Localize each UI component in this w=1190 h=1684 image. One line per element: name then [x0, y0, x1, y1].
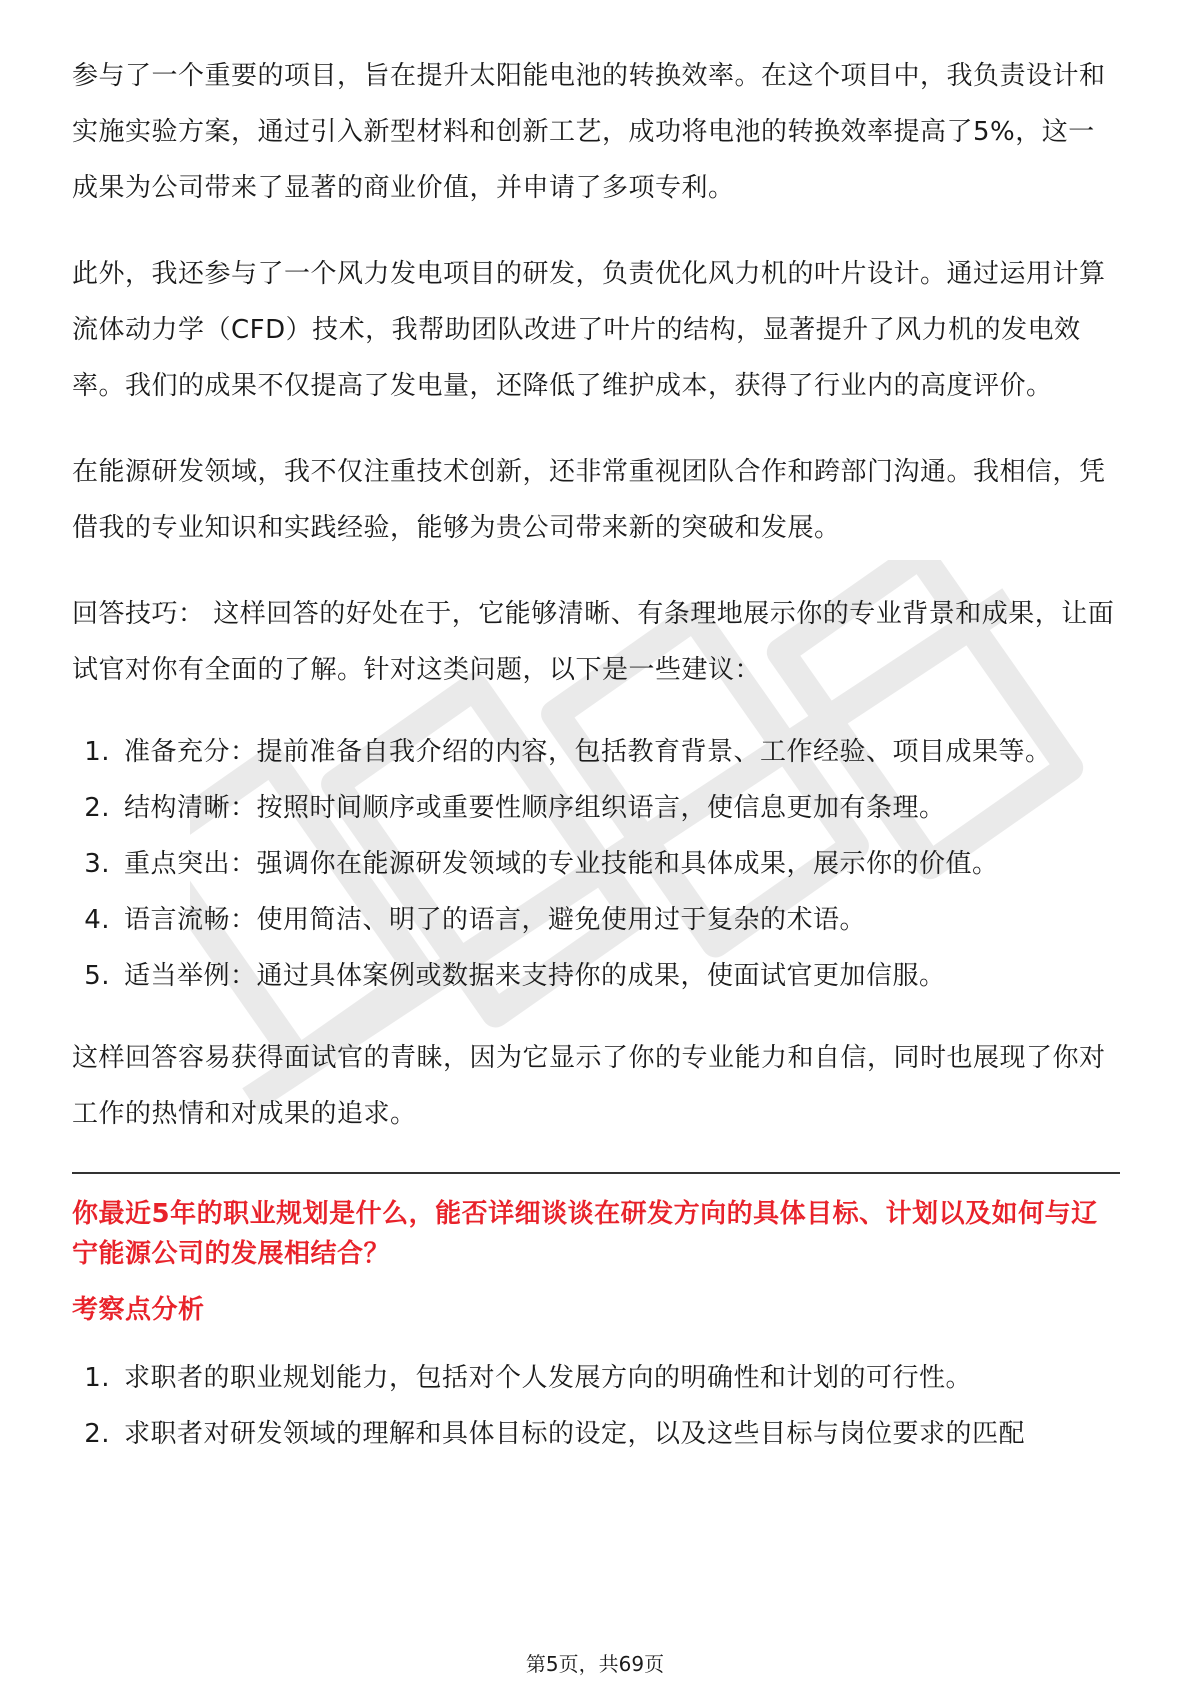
- list-item: [72, 892, 1120, 948]
- list-item: [72, 836, 1120, 892]
- list-number: 5.: [84, 961, 110, 991]
- list-number: 1.: [84, 737, 110, 767]
- list-text: 适当举例：通过具体案例或数据来支持你的成果，使面试官更加信服。: [124, 961, 946, 991]
- list-text: 准备充分：提前准备自我介绍的内容，包括教育背景、工作经验、项目成果等。: [124, 737, 1052, 767]
- list-item: [72, 948, 1120, 1004]
- list-text: 求职者的职业规划能力，包括对个人发展方向的明确性和计划的可行性。: [124, 1363, 973, 1393]
- list-text: 结构清晰：按照时间顺序或重要性顺序组织语言，使信息更加有条理。: [124, 793, 946, 823]
- answer-tips-list: [72, 724, 1120, 1004]
- list-number: 2.: [84, 1419, 110, 1449]
- document-page: [72, 48, 1120, 1462]
- list-number: 4.: [84, 905, 110, 935]
- list-text: 语言流畅：使用简洁、明了的语言，避免使用过于复杂的术语。: [124, 905, 867, 935]
- analysis-heading: 考察点分析: [72, 1295, 205, 1325]
- list-item: [72, 1350, 1120, 1406]
- paragraph-teamwork: 在能源研发领域，我不仅注重技术创新，还非常重视团队合作和跨部门沟通。我相信，凭借我的专业知识和实践经验，能够为贵公司带来新的突破和发展。: [72, 457, 1106, 543]
- interview-question: 你最近5年的职业规划是什么，能否详细谈谈在研发方向的具体目标、计划以及如何与辽宁能源公司的发展相结合？: [72, 1199, 1098, 1269]
- analysis-points-list: [72, 1350, 1120, 1462]
- list-number: 3.: [84, 849, 110, 879]
- list-text: 重点突出：强调你在能源研发领域的专业技能和具体成果，展示你的价值。: [124, 849, 999, 879]
- answer-tips-intro: 回答技巧： 这样回答的好处在于，它能够清晰、有条理地展示你的专业背景和成果，让面试官对你有全面的了解。针对这类问题，以下是一些建议：: [72, 599, 1115, 685]
- list-number: 2.: [84, 793, 110, 823]
- list-number: 1.: [84, 1363, 110, 1393]
- list-text: 求职者对研发领域的理解和具体目标的设定，以及这些目标与岗位要求的匹配: [124, 1419, 1026, 1449]
- closing-paragraph: 这样回答容易获得面试官的青睐，因为它显示了你的专业能力和自信，同时也展现了你对工作的热情和对成果的追求。: [72, 1043, 1106, 1129]
- paragraph-solar-project: 参与了一个重要的项目，旨在提升太阳能电池的转换效率。在这个项目中，我负责设计和实施实验方案，通过引入新型材料和创新工艺，成功将电池的转换效率提高了5%，这一成果为公司带来了显著的商业价值，并申请了多项专利。: [72, 61, 1106, 203]
- list-item: [72, 724, 1120, 780]
- paragraph-wind-project: 此外，我还参与了一个风力发电项目的研发，负责优化风力机的叶片设计。通过运用计算流体动力学（CFD）技术，我帮助团队改进了叶片的结构，显著提升了风力机的发电效率。我们的成果不仅提高了发电量，还降低了维护成本，获得了行业内的高度评价。: [72, 259, 1106, 401]
- list-item: [72, 780, 1120, 836]
- list-item: [72, 1406, 1120, 1462]
- page-indicator: 第5页，共69页: [525, 1652, 665, 1676]
